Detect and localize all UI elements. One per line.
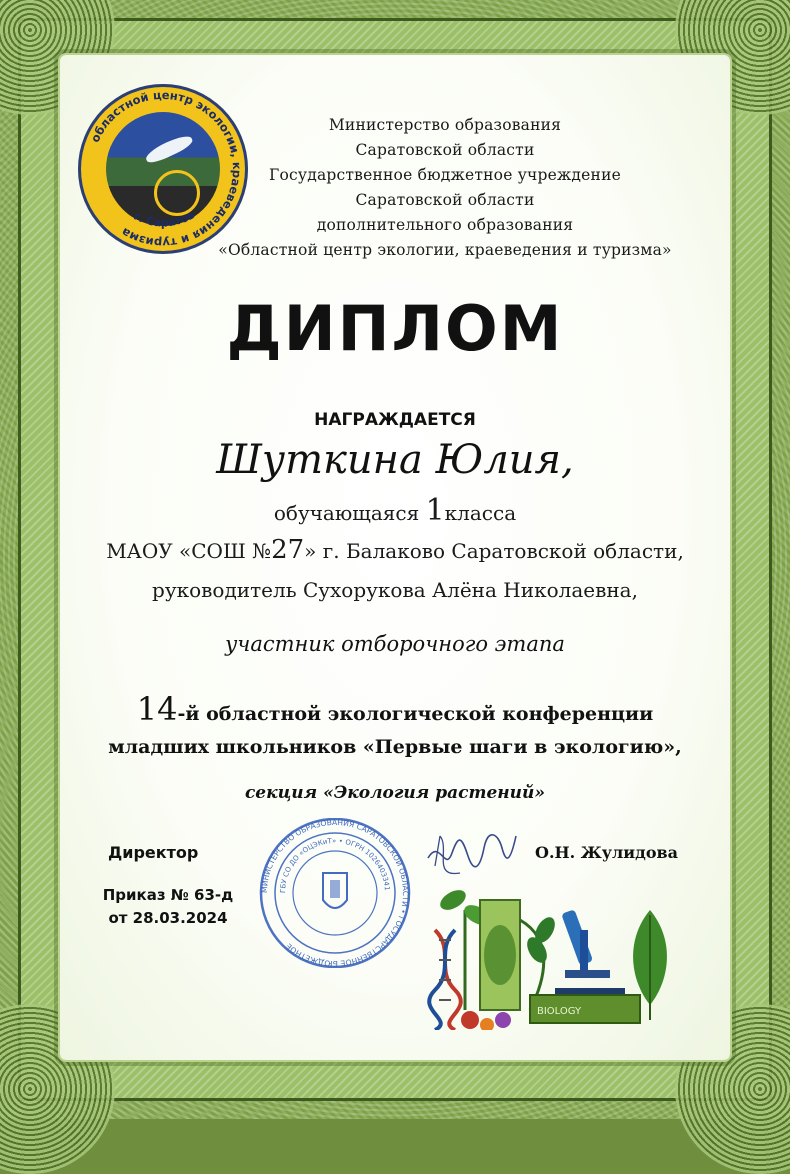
conference-line-1 (0, 690, 790, 728)
order-reference (88, 884, 248, 930)
svg-text:ГБУ СО ДО «ОЦЭКиТ» • ОГРН 1026: ГБУ СО ДО «ОЦЭКиТ» • ОГРН 1026403341 (278, 836, 391, 894)
order-number: Приказ № 63-д (102, 886, 234, 904)
issuer-header (185, 113, 705, 263)
dna-icon (429, 930, 461, 1030)
header-line: Саратовской области (355, 191, 535, 209)
order-date: от 28.03.2024 (108, 909, 228, 927)
header-line: Саратовской области (355, 141, 535, 159)
school-suffix: » г. Балаково Саратовской области, (304, 539, 684, 563)
flower-icon (461, 1011, 479, 1029)
biology-illustration (425, 870, 670, 1030)
recipient-name: Шуткина Юлия, (216, 437, 574, 483)
grade-number: 1 (425, 493, 445, 528)
conference-line1-rest: -й областной экологической конференции (177, 703, 654, 725)
official-stamp (250, 818, 420, 968)
student-prefix: обучающаяся (273, 501, 426, 525)
svg-text:областной центр экологии, крае: областной центр экологии, краеведения и туризма (87, 87, 245, 251)
director-name: О.Н. Жулидова (535, 843, 678, 862)
book-label: BIOLOGY (537, 1006, 582, 1017)
student-grade-line (0, 493, 790, 528)
header-line: дополнительного образования (316, 216, 574, 234)
microscope-icon (555, 909, 625, 998)
header-line: Государственное бюджетное учреждение (269, 166, 621, 184)
section-name: секция «Экология растений» (244, 783, 546, 803)
header-line: Министерство образования (328, 116, 562, 134)
school-line (0, 535, 790, 565)
director-label: Директор (108, 843, 199, 862)
svg-text:г. Саратов: г. Саратов (131, 208, 197, 230)
svg-text:МИНИСТЕРСТВО ОБРАЗОВАНИЯ САРАТ: МИНИСТЕРСТВО ОБРАЗОВАНИЯ САРАТОВСКОЙ ОБЛАСТИ • ГОСУДАРСТВЕННОЕ БЮДЖЕТНОЕ (259, 818, 411, 968)
grade-suffix: класса (444, 501, 517, 525)
school-prefix: МАОУ «СОШ № (106, 539, 272, 563)
school-number: 27 (271, 535, 305, 565)
diploma-title: ДИПЛОМ (226, 292, 564, 365)
conference-line-2: младших школьников «Первые шаги в экологию», (108, 736, 682, 758)
header-line: «Областной центр экологии, краеведения и туризма» (218, 241, 672, 259)
participant-role: участник отборочного этапа (225, 632, 565, 656)
conference-number: 14 (136, 690, 178, 728)
awarded-label: НАГРАЖДАЕТСЯ (314, 410, 476, 430)
supervisor-line: руководитель Сухорукова Алёна Николаевна, (152, 578, 638, 602)
